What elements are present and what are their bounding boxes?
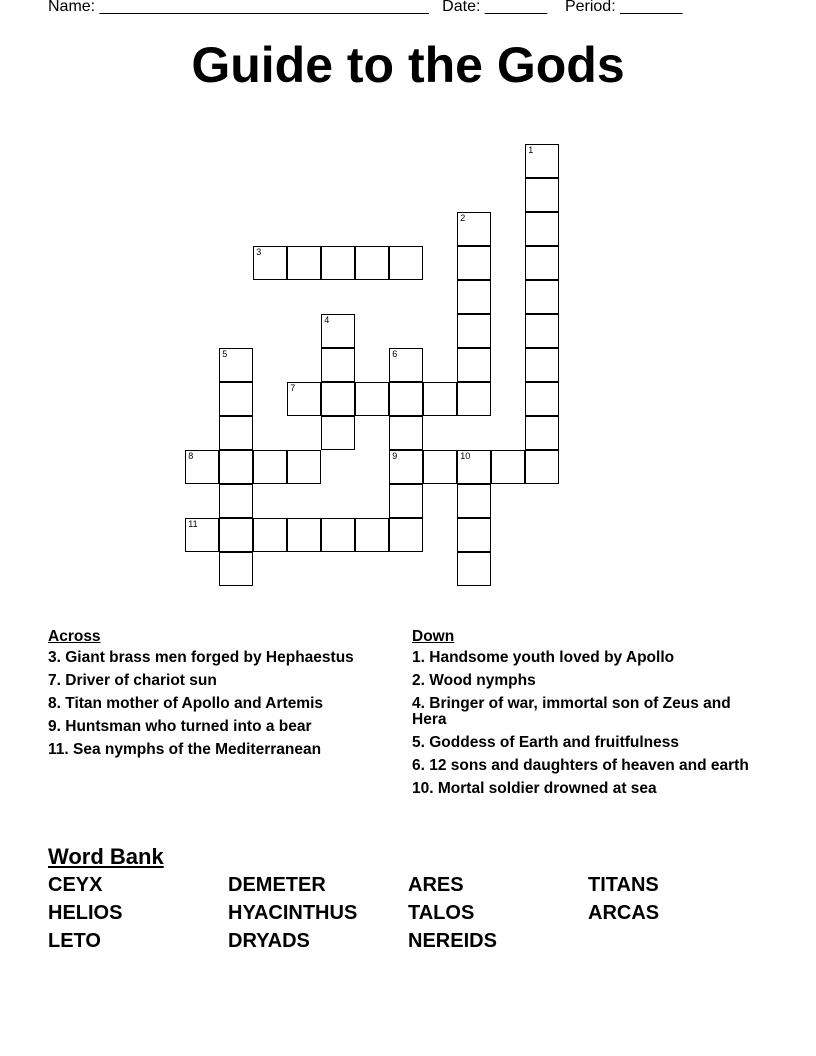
clue-number: 10 <box>460 451 471 461</box>
crossword-cell[interactable] <box>525 212 559 246</box>
crossword-cell[interactable] <box>321 416 355 450</box>
clue-number: 6 <box>392 349 398 359</box>
clue-number: 3 <box>256 247 262 257</box>
clue-text: Goddess of Earth and fruitfulness <box>429 734 679 751</box>
clue-number: 4. <box>412 695 425 712</box>
clue-number: 1. <box>412 649 425 666</box>
clue-down <box>412 673 752 689</box>
name-line: _____________________________________ <box>99 0 429 15</box>
across-heading: Across <box>48 628 101 645</box>
date-label: Date: <box>442 0 481 15</box>
crossword-cell[interactable] <box>287 518 321 552</box>
clue-text: Wood nymphs <box>429 672 536 689</box>
crossword-cell[interactable] <box>219 484 253 518</box>
word-bank-entry: DEMETER <box>228 874 326 896</box>
crossword-cell[interactable] <box>525 450 559 484</box>
clue-number: 9 <box>392 451 398 461</box>
clue-text: Driver of chariot sun <box>65 672 217 689</box>
crossword-cell[interactable] <box>253 518 287 552</box>
clue-number: 10. <box>412 780 434 797</box>
crossword-cell[interactable] <box>525 246 559 280</box>
clue-across <box>48 673 398 689</box>
crossword-cell[interactable] <box>389 416 423 450</box>
clue-number: 1 <box>528 145 534 155</box>
clue-text: Bringer of war, immortal son of Zeus and Hera <box>412 695 731 728</box>
clue-across <box>48 650 398 666</box>
clue-number: 11 <box>188 519 198 529</box>
crossword-cell[interactable] <box>525 416 559 450</box>
clue-down <box>412 758 752 774</box>
clue-down <box>412 650 752 666</box>
crossword-cell[interactable] <box>219 416 253 450</box>
crossword-cell[interactable] <box>355 382 389 416</box>
word-bank-entry: LETO <box>48 930 101 952</box>
word-bank-entry: NEREIDS <box>408 930 497 952</box>
clue-down <box>412 781 752 797</box>
word-bank-entry: TALOS <box>408 902 475 924</box>
crossword-cell[interactable] <box>321 246 355 280</box>
crossword-cell[interactable] <box>423 450 457 484</box>
clue-text: Huntsman who turned into a bear <box>65 718 312 735</box>
crossword-cell[interactable] <box>525 348 559 382</box>
word-bank-entry: CEYX <box>48 874 103 896</box>
crossword-cell[interactable] <box>423 382 457 416</box>
word-bank-entry: TITANS <box>588 874 659 896</box>
crossword-cell[interactable] <box>321 518 355 552</box>
period-label: Period: <box>564 0 616 15</box>
clue-number: 8. <box>48 695 61 712</box>
clue-text: Handsome youth loved by Apollo <box>429 649 675 666</box>
date-line: _______ <box>484 0 548 15</box>
crossword-cell[interactable] <box>389 484 423 518</box>
crossword-cell[interactable] <box>457 280 491 314</box>
crossword-cell[interactable] <box>525 314 559 348</box>
clue-down <box>412 735 752 751</box>
clue-number: 5 <box>222 349 228 359</box>
clue-number: 2 <box>460 213 466 223</box>
crossword-cell[interactable] <box>457 382 491 416</box>
crossword-cell[interactable] <box>457 348 491 382</box>
clue-text: 12 sons and daughters of heaven and earth <box>429 757 749 774</box>
crossword-cell[interactable] <box>321 314 355 348</box>
clue-number: 8 <box>188 451 194 461</box>
crossword-cell[interactable] <box>355 518 389 552</box>
word-bank-entry: ARES <box>408 874 464 896</box>
crossword-cell[interactable] <box>355 246 389 280</box>
crossword-cell[interactable] <box>457 212 491 246</box>
crossword-cell[interactable] <box>185 518 219 552</box>
crossword-cell[interactable] <box>389 246 423 280</box>
clue-across <box>48 696 398 712</box>
name-label: Name: <box>48 0 96 15</box>
word-bank-title: Word Bank <box>48 844 164 869</box>
word-bank-entry: HELIOS <box>48 902 123 924</box>
crossword-cell[interactable] <box>253 450 287 484</box>
clue-number: 7 <box>290 383 296 393</box>
crossword-cell[interactable] <box>457 246 491 280</box>
crossword-cell[interactable] <box>287 246 321 280</box>
crossword-cell[interactable] <box>525 144 559 178</box>
clue-number: 11. <box>48 741 69 758</box>
crossword-cell[interactable] <box>253 246 287 280</box>
crossword-cell[interactable] <box>389 348 423 382</box>
clue-text: Sea nymphs of the Mediterranean <box>73 741 322 758</box>
down-clues <box>412 628 752 804</box>
clue-text: Titan mother of Apollo and Artemis <box>65 695 324 712</box>
crossword-cell[interactable] <box>185 450 219 484</box>
crossword-cell[interactable] <box>219 382 253 416</box>
clue-across <box>48 742 398 758</box>
clue-number: 2. <box>412 672 425 689</box>
page-title: Guide to the Gods <box>191 37 625 93</box>
crossword-cell[interactable] <box>389 450 423 484</box>
crossword-cell[interactable] <box>287 450 321 484</box>
down-heading: Down <box>412 628 455 645</box>
clue-number: 3. <box>48 649 61 666</box>
clue-text: Mortal soldier drowned at sea <box>437 780 657 797</box>
student-info-header <box>48 0 682 16</box>
crossword-cell[interactable] <box>389 518 423 552</box>
period-line: _______ <box>620 0 683 15</box>
clue-number: 5. <box>412 734 425 751</box>
crossword-cell[interactable] <box>457 450 491 484</box>
word-bank-entry: DRYADS <box>228 930 310 952</box>
crossword-cell[interactable] <box>457 484 491 518</box>
clue-number: 7. <box>48 672 61 689</box>
crossword-cell[interactable] <box>525 382 559 416</box>
across-clues <box>48 628 398 765</box>
clue-number: 6. <box>412 757 425 774</box>
word-bank-entry: HYACINTHUS <box>228 902 358 924</box>
crossword-cell[interactable] <box>219 518 253 552</box>
crossword-cell[interactable] <box>321 348 355 382</box>
crossword-cell[interactable] <box>321 382 355 416</box>
crossword-cell[interactable] <box>457 518 491 552</box>
crossword-cell[interactable] <box>219 552 253 586</box>
crossword-cell[interactable] <box>525 178 559 212</box>
crossword-cell[interactable] <box>525 280 559 314</box>
crossword-cell[interactable] <box>457 314 491 348</box>
clue-text: Giant brass men forged by Hephaestus <box>65 649 354 666</box>
crossword-cell[interactable] <box>389 382 423 416</box>
clue-number: 4 <box>324 315 330 325</box>
crossword-cell[interactable] <box>491 450 525 484</box>
clue-number: 9. <box>48 718 61 735</box>
clue-across <box>48 719 398 735</box>
crossword-cell[interactable] <box>219 450 253 484</box>
crossword-cell[interactable] <box>457 552 491 586</box>
word-bank-entry: ARCAS <box>588 902 660 924</box>
clue-down <box>412 696 752 728</box>
crossword-cell[interactable] <box>219 348 253 382</box>
crossword-cell[interactable] <box>287 382 321 416</box>
